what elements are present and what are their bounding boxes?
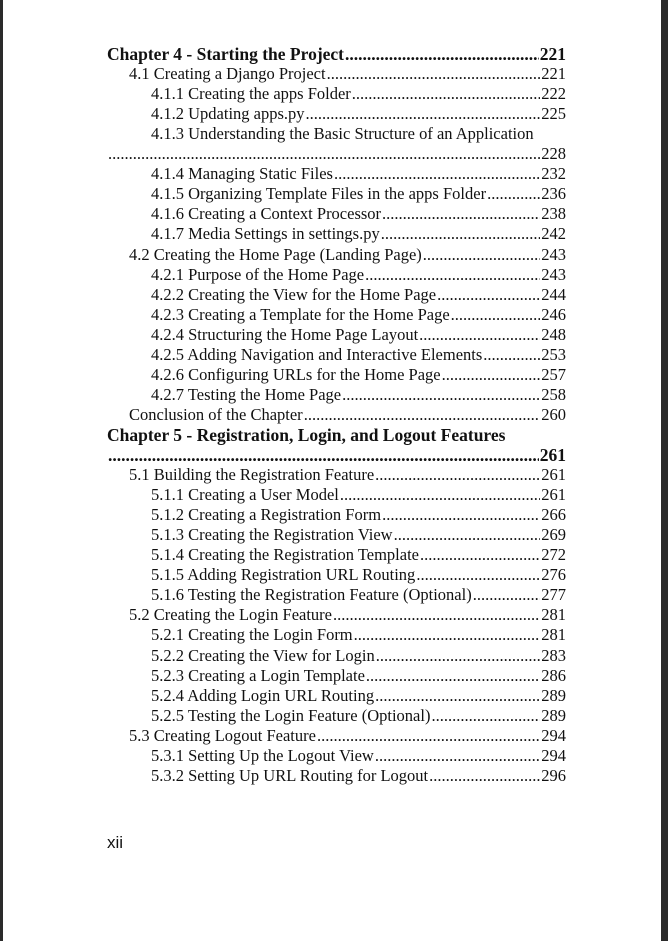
toc-entry-31 [151, 706, 566, 726]
dot-leader [340, 485, 540, 505]
dot-leader [473, 585, 541, 605]
toc-entry-26 [129, 605, 566, 625]
toc-entry-title: 4.1.7 Media Settings in settings.py [151, 224, 380, 244]
toc-page-number: 246 [541, 304, 566, 324]
page-edge-left [0, 0, 3, 941]
toc-page-number: 228 [541, 144, 566, 164]
toc-entry-13 [151, 325, 566, 345]
toc-chapter-title: Chapter 5 - Registration, Login, and Logout Features [107, 424, 506, 445]
dot-leader [394, 525, 541, 545]
dot-leader [352, 84, 540, 104]
toc-entry-8 [151, 224, 566, 244]
toc-entry-18 [107, 445, 566, 465]
toc-page-number: 253 [541, 344, 566, 364]
toc-entry-4 [107, 144, 566, 164]
toc-entry-title: 4.2.7 Testing the Home Page [151, 384, 342, 404]
toc-entry-11 [151, 285, 566, 305]
toc-entry-10 [151, 265, 566, 285]
toc-page-number: 294 [541, 725, 566, 745]
toc-page-number: 272 [541, 545, 566, 565]
page-edge-right [661, 0, 668, 941]
dot-leader [382, 505, 540, 525]
toc-page-number: 294 [541, 745, 566, 765]
toc-entry-23 [151, 545, 566, 565]
dot-leader [375, 746, 540, 766]
toc-entry-title: 4.1 Creating a Django Project [129, 64, 326, 84]
dot-leader [317, 726, 540, 746]
dot-leader [342, 385, 540, 405]
toc-page-number: 289 [541, 705, 566, 725]
dot-leader [382, 204, 540, 224]
toc-entry-title: 4.2.5 Adding Navigation and Interactive Elements [151, 344, 483, 364]
toc-entry-title: 5.2.2 Creating the View for Login [151, 645, 375, 665]
toc-entry-title: 4.2.1 Purpose of the Home Page [151, 264, 365, 284]
toc-entry-25 [151, 585, 566, 605]
dot-leader [437, 285, 540, 305]
dot-leader [416, 565, 540, 585]
toc-page-number: 248 [541, 324, 566, 344]
toc-entry-title: 5.1.6 Testing the Registration Feature (Optional) [151, 585, 472, 605]
dot-leader [345, 44, 539, 64]
toc-page-number: 281 [541, 625, 566, 645]
toc-entry-29 [151, 666, 566, 686]
toc-page-number: 289 [541, 685, 566, 705]
toc-entry-17 [129, 405, 566, 425]
dot-leader [304, 405, 541, 425]
toc-entry-title: 4.1.4 Managing Static Files [151, 164, 333, 184]
toc-entry-20 [151, 485, 566, 505]
toc-entry-30 [151, 686, 566, 706]
toc-entry-title: 5.1.2 Creating a Registration Form [151, 505, 382, 525]
toc-entry-title: 5.1.1 Creating a User Model [151, 485, 339, 505]
toc-page-number: 261 [541, 485, 566, 505]
toc-page-number: 222 [541, 84, 566, 104]
toc-page-number: 269 [541, 525, 566, 545]
toc-entry-title: 5.2.5 Testing the Login Feature (Optional) [151, 705, 431, 725]
dot-leader [327, 64, 541, 84]
dot-leader [376, 646, 541, 666]
toc-entry-title: 4.1.3 Understanding the Basic Structure of an Application [151, 124, 534, 144]
dot-leader [429, 766, 540, 786]
toc-entry-15 [151, 365, 566, 385]
toc-entry-9 [129, 245, 566, 265]
toc-entry-28 [151, 646, 566, 666]
toc-entry-title: 4.1.6 Creating a Context Processor [151, 204, 382, 224]
toc-entry-27 [151, 625, 566, 645]
toc-entry-title: 5.2 Creating the Login Feature [129, 605, 332, 625]
toc-entry-21 [151, 505, 566, 525]
toc-entry-33 [151, 746, 566, 766]
dot-leader [366, 666, 540, 686]
toc-page-number: 258 [541, 384, 566, 404]
toc-entry-12 [151, 305, 566, 325]
toc-entry-5 [151, 164, 566, 184]
toc-entry-19 [129, 465, 566, 485]
toc-entry-title: 4.2.3 Creating a Template for the Home Page [151, 304, 450, 324]
toc-page-number: 238 [541, 204, 566, 224]
dot-leader [442, 365, 541, 385]
toc-entry-title: 5.1.4 Creating the Registration Template [151, 545, 419, 565]
toc-entry-title: 5.1.5 Adding Registration URL Routing [151, 565, 416, 585]
toc-entry-7 [151, 204, 566, 224]
toc-entry-title: 5.1.3 Creating the Registration View [151, 525, 393, 545]
dot-leader [483, 345, 540, 365]
dot-leader [108, 144, 540, 164]
toc-entry-title: 4.2.4 Structuring the Home Page Layout [151, 324, 419, 344]
toc-page-number: 243 [541, 264, 566, 284]
toc-entry-1 [129, 64, 566, 84]
dot-leader [354, 625, 541, 645]
toc-page-number: 232 [541, 164, 566, 184]
toc-page-number: 266 [541, 505, 566, 525]
toc-page-number: 261 [541, 465, 566, 485]
toc-page-number: 283 [541, 645, 566, 665]
toc-entry-0 [107, 44, 566, 64]
toc-entry-title: 4.2.2 Creating the View for the Home Page [151, 284, 437, 304]
toc-entry-title: 5.3 Creating Logout Feature [129, 725, 316, 745]
toc-page-number: 244 [541, 284, 566, 304]
toc-page-number: 277 [541, 585, 566, 605]
toc-entry-title: 5.3.1 Setting Up the Logout View [151, 745, 374, 765]
toc-entry-34 [151, 766, 566, 786]
dot-leader [423, 245, 540, 265]
toc-page-number: 221 [541, 64, 566, 84]
dot-leader [419, 325, 540, 345]
dot-leader [381, 224, 541, 244]
dot-leader [365, 265, 540, 285]
dot-leader [451, 305, 541, 325]
toc-entry-title: 4.1.2 Updating apps.py [151, 104, 305, 124]
toc-entry-16 [151, 385, 566, 405]
toc-entry-3 [151, 104, 566, 124]
toc-page-number: 257 [541, 364, 566, 384]
toc-entry-22 [151, 525, 566, 545]
dot-leader [306, 104, 541, 124]
toc-page-number: 221 [539, 44, 566, 64]
toc-entry-2 [151, 84, 566, 104]
toc-entry-title: 5.1 Building the Registration Feature [129, 465, 375, 485]
dot-leader [375, 465, 540, 485]
toc-entry-6 [151, 184, 566, 204]
toc-entry-title: Conclusion of the Chapter [129, 404, 303, 424]
toc-entry-title: 5.2.4 Adding Login URL Routing [151, 685, 375, 705]
toc-entry-title: 5.2.3 Creating a Login Template [151, 665, 365, 685]
toc-page-number: 225 [541, 104, 566, 124]
toc-page-number: 286 [541, 665, 566, 685]
toc-page-number: 296 [541, 765, 566, 785]
toc-entry-24 [151, 565, 566, 585]
dot-leader [487, 184, 540, 204]
toc-entry-32 [129, 726, 566, 746]
toc-page-number: 276 [541, 565, 566, 585]
dot-leader [333, 605, 540, 625]
toc-page-number: 236 [541, 184, 566, 204]
toc-entry-title: 4.1.5 Organizing Template Files in the apps Folder [151, 184, 487, 204]
toc-page-number: 242 [541, 224, 566, 244]
dot-leader [108, 445, 539, 465]
dot-leader [420, 545, 540, 565]
toc-entry-title: 5.2.1 Creating the Login Form [151, 625, 353, 645]
toc-entry-title: 4.1.1 Creating the apps Folder [151, 84, 351, 104]
dot-leader [375, 686, 540, 706]
dot-leader [334, 164, 540, 184]
toc-page-number: 261 [539, 445, 566, 465]
page-number: xii [107, 833, 124, 852]
dot-leader [431, 706, 540, 726]
toc-entry-title: 5.3.2 Setting Up URL Routing for Logout [151, 765, 429, 785]
toc-entry-title: 4.2 Creating the Home Page (Landing Page) [129, 244, 422, 264]
toc-entry-title: 4.2.6 Configuring URLs for the Home Page [151, 364, 441, 384]
toc-entry-14 [151, 345, 566, 365]
toc-page-number: 260 [541, 404, 566, 424]
toc-page-number: 281 [541, 605, 566, 625]
toc-chapter-title: Chapter 4 - Starting the Project [107, 44, 345, 64]
toc-page-number: 243 [541, 244, 566, 264]
